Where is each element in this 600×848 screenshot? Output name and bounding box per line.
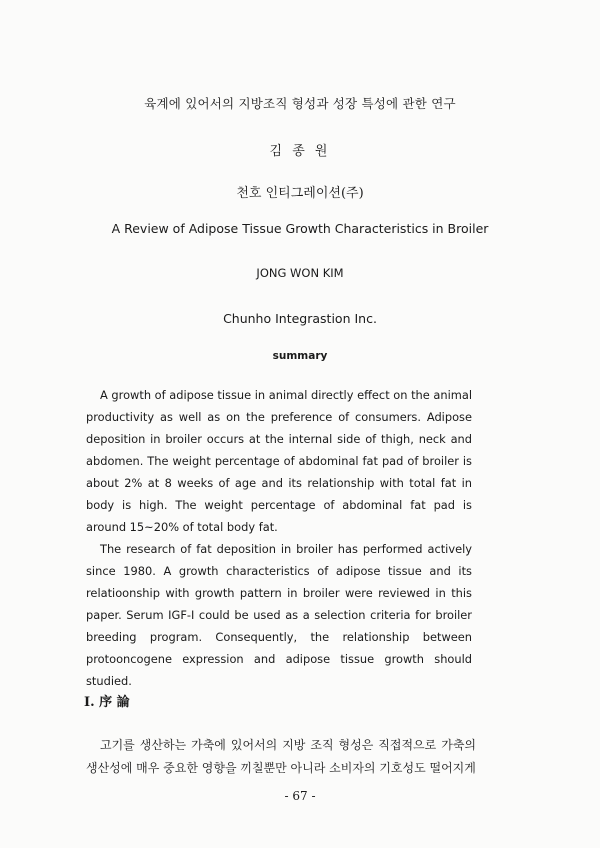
- english-title: A Review of Adipose Tissue Growth Characteristics in Broiler: [111, 221, 489, 236]
- page-number: - 67 -: [284, 789, 316, 803]
- summary-heading: summary: [272, 350, 328, 362]
- section-heading-introduction: Ⅰ. 序 論: [84, 695, 130, 710]
- abstract-paragraph-1: A growth of adipose tissue in animal directly effect on the animal productivity as well as on the preference of consumers. Adipose deposition in broiler occurs at the internal side of thigh, neck and abdomen. The weight percentage of abdominal fat pad of broiler is about 2% at 8 weeks of age and its relationship with total fat in body is high. The weight percentage of abdominal fat pad is around 15~20% of total body fat.: [86, 388, 473, 534]
- english-affiliation: Chunho Integrastion Inc.: [223, 311, 377, 326]
- english-author: JONG WON KIM: [256, 266, 344, 280]
- korean-title: 육계에 있어서의 지방조직 형성과 성장 특성에 관한 연구: [144, 96, 456, 111]
- korean-author: 김 종 원: [269, 144, 331, 159]
- introduction-paragraph: 고기를 생산하는 가축에 있어서의 지방 조직 형성은 직접적으로 가축의 생산성에 매우 중요한 영향을 끼칠뿐만 아니라 소비자의 기호성도 떨어지게: [86, 738, 476, 775]
- abstract-paragraph-2: The research of fat deposition in broiler has performed actively since 1980. A growth characteristics of adipose tissue and its relatioonship with growth pattern in broiler were reviewed in this paper. Serum IGF-I could be used as a selection criteria for broiler breeding program. Consequently, the relationship between protooncogene expression and adipose tissue growth should studied.: [86, 542, 472, 688]
- korean-affiliation: 천호 인티그레이션(주): [236, 186, 364, 201]
